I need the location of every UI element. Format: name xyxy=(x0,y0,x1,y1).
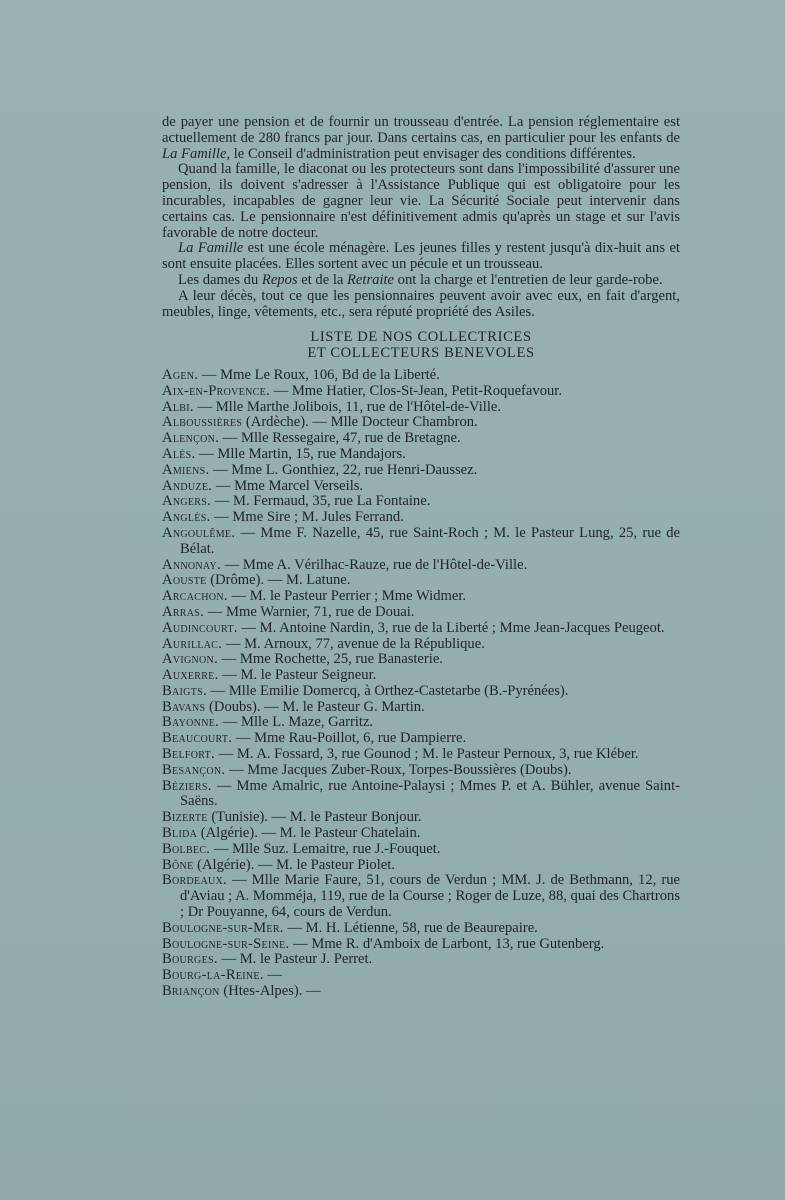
list-heading-line-2: ET COLLECTEURS BENEVOLES xyxy=(307,345,535,362)
list-item xyxy=(162,384,680,400)
collector-details: (Algérie). — M. le Pasteur Piolet. xyxy=(193,856,395,873)
collector-details: — Mme Marcel Verseils. xyxy=(212,477,364,494)
list-item xyxy=(162,637,680,653)
list-item xyxy=(162,652,680,668)
place-name: Arcachon. xyxy=(162,588,228,605)
collector-details: — Mme Jacques Zuber-Roux, Torpes-Boussières (Doubs). xyxy=(225,761,572,778)
collector-details: — Mlle Martin, 15, rue Mandajors. xyxy=(195,445,406,462)
paragraph: Les dames du Repos et de la Retraite ont la charge et l'entretien de leur garde-robe. xyxy=(178,271,663,288)
collector-details: (Algérie). — M. le Pasteur Chatelain. xyxy=(197,825,421,842)
collector-details: — M. le Pasteur Perrier ; Mme Widmer. xyxy=(227,588,467,605)
paragraph: Quand la famille, le diaconat ou les protecteurs sont dans l'impossibilité d'assurer une pension, ils doivent s'adresser à l'Assistance Publique qui est obligatoire pour les incurables, incapables de gagner leur vie. La Sécurité Sociale peut intervenir dans certains cas. Le pensionnaire n'est définitivement admis qu'après un stage et sur l'avis favorable de notre docteur. xyxy=(162,161,680,241)
collector-details: — Mme Amalric, rue Antoine-Palaysi ; Mmes P. et A. Bühler, avenue Saint-Saëns. xyxy=(180,777,680,810)
place-name: Bavans xyxy=(162,698,206,715)
place-name: Baigts. xyxy=(162,682,207,699)
place-name: Anglès. xyxy=(162,509,211,526)
list-item xyxy=(162,684,680,700)
list-item xyxy=(162,447,680,463)
intro-text xyxy=(162,115,680,320)
place-name: Albi. xyxy=(162,398,194,415)
place-name: Arras. xyxy=(162,603,205,620)
list-item xyxy=(162,368,680,384)
list-item xyxy=(162,779,680,811)
italic-title: La Famille, xyxy=(162,145,231,162)
list-item xyxy=(162,526,680,558)
place-name: Béziers. xyxy=(162,777,212,794)
collector-details: — Mlle Suz. Lemaitre, rue J.-Fouquet. xyxy=(210,840,441,857)
collector-details: — Mme Warnier, 71, rue de Douai. xyxy=(204,603,415,620)
collector-details: — M. le Pasteur Seigneur. xyxy=(218,667,377,684)
list-item xyxy=(162,826,680,842)
collector-details: (Tunisie). — M. le Pasteur Bonjour. xyxy=(207,809,422,826)
collector-details: — Mme L. Gonthiez, 22, rue Henri-Daussez. xyxy=(209,461,478,478)
collector-details: — Mlle Marthe Jolibois, 11, rue de l'Hôtel-de-Ville. xyxy=(193,398,502,415)
place-name: Bizerte xyxy=(162,809,208,826)
place-name: Angoulême. xyxy=(162,524,236,541)
collector-details: — Mme F. Nazelle, 45, rue Saint-Roch ; M. le Pasteur Lung, 25, rue de Bélat. xyxy=(180,524,680,557)
collector-details: — Mlle L. Maze, Garritz. xyxy=(219,714,374,731)
collector-details: — M. Arnoux, 77, avenue de la République. xyxy=(222,635,485,652)
collector-details: — Mme Le Roux, 106, Bd de la Liberté. xyxy=(198,366,440,383)
list-item xyxy=(162,952,680,968)
place-name: Aix-en-Provence. xyxy=(162,382,270,399)
list-item xyxy=(162,558,680,574)
place-name: Aurillac. xyxy=(162,635,223,652)
list-item xyxy=(162,573,680,589)
collector-details: — Mme Sire ; M. Jules Ferrand. xyxy=(210,509,404,526)
collector-details: (Doubs). — M. le Pasteur G. Martin. xyxy=(205,698,425,715)
list-item xyxy=(162,479,680,495)
list-item xyxy=(162,873,680,920)
list-item xyxy=(162,700,680,716)
place-name: Blida xyxy=(162,825,198,842)
collector-details: — M. Antoine Nardin, 3, rue de la Liberté ; Mme Jean-Jacques Peugeot. xyxy=(237,619,665,636)
collector-details: — Mme R. d'Amboix de Larbont, 13, rue Gutenberg. xyxy=(289,935,605,952)
collector-details: — M. le Pasteur J. Perret. xyxy=(217,951,373,968)
collector-details: (Htes-Alpes). — xyxy=(219,983,321,1000)
place-name: Bolbec. xyxy=(162,840,211,857)
list-item xyxy=(162,400,680,416)
place-name: Agen. xyxy=(162,366,199,383)
collector-details: — Mme Rau-Poillot, 6, rue Dampierre. xyxy=(232,730,467,747)
list-item xyxy=(162,494,680,510)
list-item xyxy=(162,731,680,747)
collector-details: — Mme A. Vérilhac-Rauze, rue de l'Hôtel-de-Ville. xyxy=(221,556,528,573)
list-item xyxy=(162,984,680,1000)
list-item xyxy=(162,605,680,621)
list-heading-line-1: LISTE DE NOS COLLECTRICES xyxy=(310,329,532,346)
place-name: Bordeaux. xyxy=(162,872,227,889)
list-item xyxy=(162,747,680,763)
collector-list xyxy=(162,368,680,1000)
place-name: Amiens. xyxy=(162,461,210,478)
collector-details: — Mme Rochette, 25, rue Banasterie. xyxy=(218,651,443,668)
list-item xyxy=(162,968,680,984)
place-name: Alençon. xyxy=(162,430,220,447)
place-name: Briançon xyxy=(162,983,220,1000)
place-name: Bayonne. xyxy=(162,714,220,731)
list-item xyxy=(162,858,680,874)
place-name: Boulogne-sur-Mer. xyxy=(162,919,284,936)
place-name: Bône xyxy=(162,856,194,873)
place-name: Beaucourt. xyxy=(162,730,233,747)
list-item xyxy=(162,715,680,731)
list-item xyxy=(162,937,680,953)
list-item xyxy=(162,921,680,937)
place-name: Belfort. xyxy=(162,746,215,763)
collector-details: — xyxy=(263,967,283,984)
italic-title: Retraite xyxy=(347,271,395,288)
place-name: Aouste xyxy=(162,572,207,589)
place-name: Boulogne-sur-Seine. xyxy=(162,935,290,952)
place-name: Avignon. xyxy=(162,651,219,668)
italic-title: La Famille xyxy=(178,240,244,257)
collector-details: (Ardèche). — Mlle Docteur Chambron. xyxy=(242,414,478,431)
list-item xyxy=(162,763,680,779)
place-name: Besançon. xyxy=(162,761,226,778)
list-heading xyxy=(162,330,680,362)
place-name: Anduze. xyxy=(162,477,213,494)
collector-details: — Mlle Ressegaire, 47, rue de Bretagne. xyxy=(219,430,461,447)
list-item xyxy=(162,415,680,431)
paragraph: de payer une pension et de fournir un trousseau d'entrée. La pension réglementaire est actuellement de 280 francs par jour. Dans certains cas, en particulier pour les enfants de La Famille, le Conseil d'administration peut envisager des conditions différentes. xyxy=(162,114,680,162)
list-item xyxy=(162,589,680,605)
place-name: Auxerre. xyxy=(162,667,219,684)
list-item xyxy=(162,842,680,858)
collector-details: — Mlle Marie Faure, 51, cours de Verdun ; MM. J. de Bethmann, 12, rue d'Aviau ; A. Momméja, 119, rue de la Course ; Roger de Luze, 88, quai des Chartrons ; Dr Pouyanne, 64, cours de Verdun. xyxy=(180,872,680,921)
list-item xyxy=(162,431,680,447)
collector-details: — Mme Hatier, Clos-St-Jean, Petit-Roquefavour. xyxy=(269,382,562,399)
place-name: Angers. xyxy=(162,493,212,510)
collector-details: — Mlle Emilie Domercq, à Orthez-Castetarbe (B.-Pyrénées). xyxy=(206,682,569,699)
list-item xyxy=(162,668,680,684)
collector-details: — M. H. Létienne, 58, rue de Beaurepaire. xyxy=(283,919,538,936)
place-name: Alboussières xyxy=(162,414,243,431)
paragraph: La Famille est une école ménagère. Les jeunes filles y restent jusqu'à dix-huit ans et sont ensuite placées. Elles sortent avec un pécule et un trousseau. xyxy=(162,240,680,273)
place-name: Alès. xyxy=(162,445,196,462)
paragraph: A leur décès, tout ce que les pensionnaires peuvent avoir avec eux, en fait d'argent, meubles, linge, vêtements, etc., sera réputé propriété des Asiles. xyxy=(162,287,680,320)
italic-title: Repos xyxy=(261,271,298,288)
place-name: Audincourt. xyxy=(162,619,238,636)
place-name: Bourges. xyxy=(162,951,218,968)
list-item xyxy=(162,510,680,526)
place-name: Bourg-la-Reine. xyxy=(162,967,264,984)
list-item xyxy=(162,621,680,637)
place-name: Annonay. xyxy=(162,556,221,573)
collector-details: (Drôme). — M. Latune. xyxy=(206,572,351,589)
list-item xyxy=(162,810,680,826)
collector-details: — M. A. Fossard, 3, rue Gounod ; M. le Pasteur Pernoux, 3, rue Kléber. xyxy=(214,746,639,763)
document-body xyxy=(162,115,680,1000)
list-item xyxy=(162,463,680,479)
collector-details: — M. Fermaud, 35, rue La Fontaine. xyxy=(211,493,431,510)
